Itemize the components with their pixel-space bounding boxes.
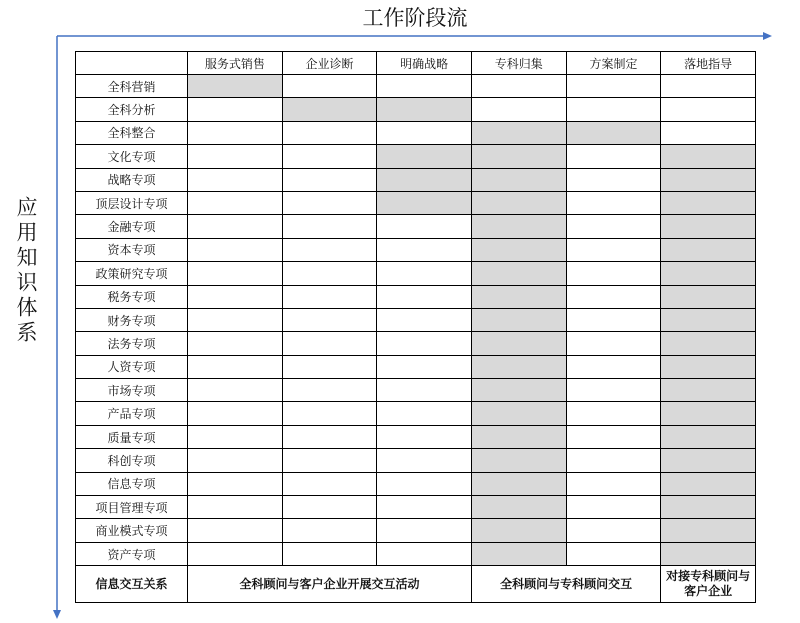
empty-cell <box>188 121 283 144</box>
empty-cell <box>566 449 661 472</box>
empty-cell <box>188 472 283 495</box>
shaded-cell <box>661 262 756 285</box>
shaded-cell <box>661 379 756 402</box>
footer-row <box>76 566 756 603</box>
table-row <box>76 308 756 331</box>
shaded-cell <box>471 168 566 191</box>
empty-cell <box>188 168 283 191</box>
empty-cell <box>661 98 756 121</box>
shaded-cell <box>471 496 566 519</box>
empty-cell <box>566 308 661 331</box>
empty-cell <box>188 425 283 448</box>
shaded-cell <box>661 168 756 191</box>
empty-cell <box>566 145 661 168</box>
row-label: 法务专项 <box>76 332 188 355</box>
empty-cell <box>282 191 377 214</box>
footer-segment: 全科顾问与专科顾问交互 <box>471 566 660 603</box>
column-header: 企业诊断 <box>282 52 377 75</box>
empty-cell <box>282 168 377 191</box>
shaded-cell <box>377 168 472 191</box>
empty-cell <box>188 519 283 542</box>
shaded-cell <box>471 238 566 261</box>
empty-cell <box>188 145 283 168</box>
empty-cell <box>282 542 377 565</box>
empty-cell <box>282 262 377 285</box>
empty-cell <box>377 519 472 542</box>
empty-cell <box>282 332 377 355</box>
empty-cell <box>566 75 661 98</box>
right-arrow-icon <box>763 32 772 40</box>
shaded-cell <box>471 379 566 402</box>
shaded-cell <box>661 542 756 565</box>
row-label: 产品专项 <box>76 402 188 425</box>
empty-cell <box>566 519 661 542</box>
header-row <box>76 52 756 75</box>
shaded-cell <box>661 215 756 238</box>
empty-cell <box>282 425 377 448</box>
row-label: 税务专项 <box>76 285 188 308</box>
shaded-cell <box>661 472 756 495</box>
empty-cell <box>566 98 661 121</box>
column-header: 明确战略 <box>377 52 472 75</box>
shaded-cell <box>661 191 756 214</box>
empty-cell <box>566 168 661 191</box>
footer-label: 信息交互关系 <box>76 566 188 603</box>
empty-cell <box>188 449 283 472</box>
empty-cell <box>377 472 472 495</box>
empty-cell <box>377 262 472 285</box>
empty-cell <box>471 98 566 121</box>
shaded-cell <box>188 75 283 98</box>
row-label: 项目管理专项 <box>76 496 188 519</box>
row-label: 资本专项 <box>76 238 188 261</box>
row-label: 市场专项 <box>76 379 188 402</box>
row-label: 财务专项 <box>76 308 188 331</box>
shaded-cell <box>471 191 566 214</box>
row-label: 全科整合 <box>76 121 188 144</box>
empty-cell <box>188 379 283 402</box>
shaded-cell <box>566 121 661 144</box>
empty-cell <box>377 542 472 565</box>
empty-cell <box>377 238 472 261</box>
empty-cell <box>566 472 661 495</box>
shaded-cell <box>661 449 756 472</box>
empty-cell <box>282 472 377 495</box>
table-row <box>76 425 756 448</box>
row-label: 资产专项 <box>76 542 188 565</box>
table-row <box>76 519 756 542</box>
shaded-cell <box>471 121 566 144</box>
knowledge-axis-title: 应用知识体系 <box>14 196 38 346</box>
shaded-cell <box>661 496 756 519</box>
shaded-cell <box>661 238 756 261</box>
flow-axis-title: 工作阶段流 <box>362 6 468 30</box>
row-label: 政策研究专项 <box>76 262 188 285</box>
shaded-cell <box>471 425 566 448</box>
shaded-cell <box>282 98 377 121</box>
shaded-cell <box>471 542 566 565</box>
empty-cell <box>377 355 472 378</box>
shaded-cell <box>471 215 566 238</box>
table-row <box>76 238 756 261</box>
empty-cell <box>566 332 661 355</box>
empty-cell <box>188 285 283 308</box>
empty-cell <box>377 379 472 402</box>
empty-cell <box>566 542 661 565</box>
empty-cell <box>377 496 472 519</box>
row-label: 战略专项 <box>76 168 188 191</box>
row-label: 顶层设计专项 <box>76 191 188 214</box>
shaded-cell <box>377 145 472 168</box>
table-row <box>76 121 756 144</box>
row-label: 全科营销 <box>76 75 188 98</box>
empty-cell <box>377 449 472 472</box>
shaded-cell <box>471 402 566 425</box>
empty-cell <box>282 379 377 402</box>
empty-cell <box>566 379 661 402</box>
shaded-cell <box>661 285 756 308</box>
empty-cell <box>566 191 661 214</box>
empty-cell <box>377 308 472 331</box>
shaded-cell <box>471 145 566 168</box>
empty-cell <box>377 332 472 355</box>
row-label: 文化专项 <box>76 145 188 168</box>
table-row <box>76 262 756 285</box>
empty-cell <box>377 402 472 425</box>
empty-cell <box>188 238 283 261</box>
shaded-cell <box>377 98 472 121</box>
table-row <box>76 98 756 121</box>
empty-cell <box>566 215 661 238</box>
knowledge-stage-matrix <box>75 51 756 603</box>
footer-segment: 全科顾问与客户企业开展交互活动 <box>188 566 472 603</box>
empty-cell <box>188 308 283 331</box>
empty-cell <box>282 519 377 542</box>
table-row <box>76 168 756 191</box>
empty-cell <box>188 262 283 285</box>
table-row <box>76 285 756 308</box>
empty-cell <box>661 121 756 144</box>
shaded-cell <box>471 449 566 472</box>
empty-cell <box>377 425 472 448</box>
empty-cell <box>188 191 283 214</box>
empty-cell <box>377 215 472 238</box>
row-label: 人资专项 <box>76 355 188 378</box>
empty-cell <box>471 75 566 98</box>
table-row <box>76 145 756 168</box>
shaded-cell <box>377 191 472 214</box>
down-arrow-icon <box>53 610 61 619</box>
table-row <box>76 472 756 495</box>
empty-cell <box>566 402 661 425</box>
shaded-cell <box>471 262 566 285</box>
corner-cell <box>76 52 188 75</box>
row-label: 信息专项 <box>76 472 188 495</box>
table-row <box>76 542 756 565</box>
shaded-cell <box>661 519 756 542</box>
empty-cell <box>566 285 661 308</box>
empty-cell <box>282 402 377 425</box>
column-header: 落地指导 <box>661 52 756 75</box>
empty-cell <box>566 425 661 448</box>
empty-cell <box>282 285 377 308</box>
empty-cell <box>566 262 661 285</box>
column-header: 服务式销售 <box>188 52 283 75</box>
empty-cell <box>661 75 756 98</box>
shaded-cell <box>661 332 756 355</box>
empty-cell <box>282 449 377 472</box>
empty-cell <box>188 355 283 378</box>
table-row <box>76 355 756 378</box>
table-row <box>76 379 756 402</box>
empty-cell <box>282 121 377 144</box>
footer-segment: 对接专科顾问与客户企业 <box>661 566 756 603</box>
table-row <box>76 332 756 355</box>
matrix-body <box>76 75 756 566</box>
empty-cell <box>566 238 661 261</box>
empty-cell <box>188 332 283 355</box>
column-header: 方案制定 <box>566 52 661 75</box>
row-label: 商业模式专项 <box>76 519 188 542</box>
empty-cell <box>282 75 377 98</box>
row-label: 科创专项 <box>76 449 188 472</box>
row-label: 金融专项 <box>76 215 188 238</box>
table-row <box>76 496 756 519</box>
shaded-cell <box>661 402 756 425</box>
shaded-cell <box>471 519 566 542</box>
table-row <box>76 402 756 425</box>
row-label: 全科分析 <box>76 98 188 121</box>
empty-cell <box>282 496 377 519</box>
shaded-cell <box>661 308 756 331</box>
table-row <box>76 191 756 214</box>
empty-cell <box>377 285 472 308</box>
shaded-cell <box>471 355 566 378</box>
shaded-cell <box>471 332 566 355</box>
empty-cell <box>282 238 377 261</box>
table-row <box>76 75 756 98</box>
column-header: 专科归集 <box>471 52 566 75</box>
shaded-cell <box>471 308 566 331</box>
table-row <box>76 449 756 472</box>
empty-cell <box>188 215 283 238</box>
empty-cell <box>566 496 661 519</box>
empty-cell <box>282 145 377 168</box>
empty-cell <box>282 355 377 378</box>
shaded-cell <box>471 472 566 495</box>
empty-cell <box>188 496 283 519</box>
shaded-cell <box>661 355 756 378</box>
empty-cell <box>377 75 472 98</box>
empty-cell <box>188 98 283 121</box>
table-row <box>76 215 756 238</box>
empty-cell <box>566 355 661 378</box>
row-label: 质量专项 <box>76 425 188 448</box>
empty-cell <box>188 402 283 425</box>
empty-cell <box>282 308 377 331</box>
shaded-cell <box>471 285 566 308</box>
empty-cell <box>377 121 472 144</box>
shaded-cell <box>661 145 756 168</box>
shaded-cell <box>661 425 756 448</box>
empty-cell <box>282 215 377 238</box>
empty-cell <box>188 542 283 565</box>
